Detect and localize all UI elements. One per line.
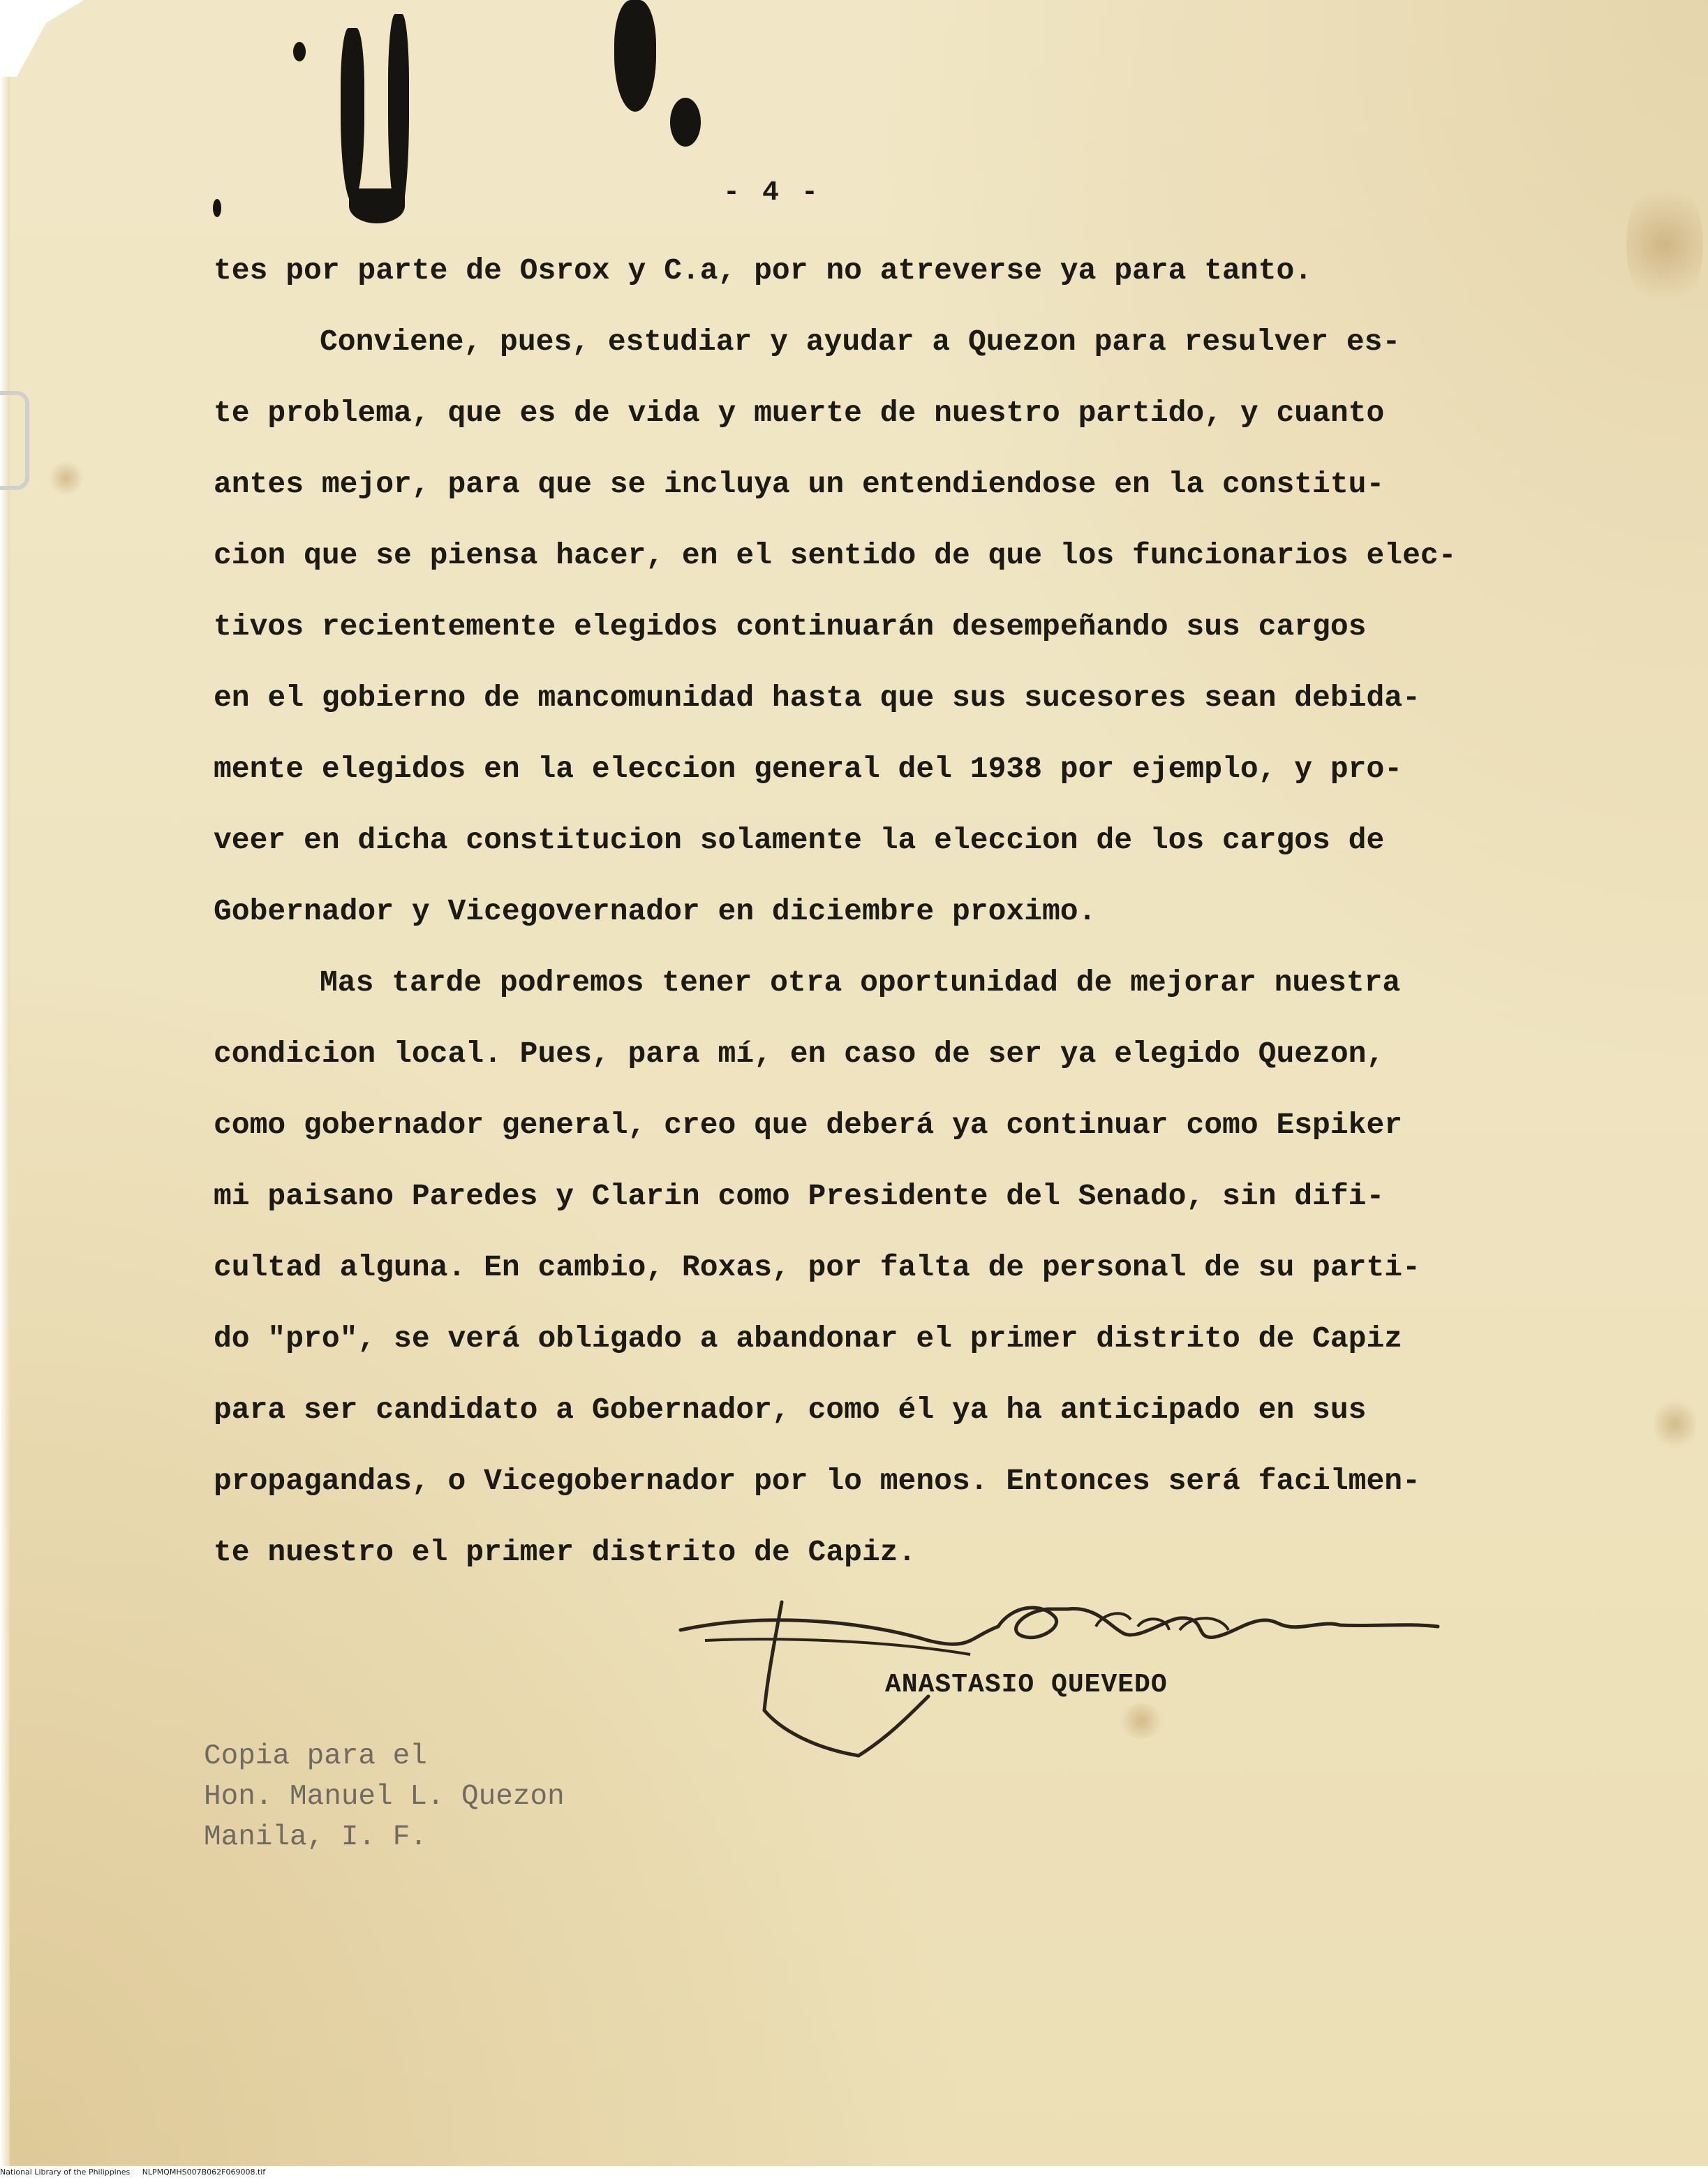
body-line: veer en dicha constitucion solamente la eleccion de los cargos de [214, 823, 1385, 857]
body-line: Gobernador y Vicegovernador en diciembre proximo. [214, 894, 1097, 928]
copy-recipient-line: Manila, I. F. [204, 1821, 427, 1853]
signer-name: ANASTASIO QUEVEDO [885, 1670, 1168, 1700]
ink-smudge [293, 42, 306, 61]
ink-smudge [670, 98, 701, 147]
body-line: mente elegidos en la eleccion general del 1938 por ejemplo, y pro- [214, 752, 1403, 786]
paper-stain [1626, 175, 1703, 314]
body-line: cultad alguna. En cambio, Roxas, por falta de personal de su parti- [214, 1250, 1420, 1284]
body-line: Conviene, pues, estudiar y ayudar a Quezon para resulver es- [320, 325, 1401, 359]
body-line: do "pro", se verá obligado a abandonar el primer distrito de Capiz [214, 1321, 1403, 1356]
ink-smudge [614, 0, 656, 112]
body-line: Mas tarde podremos tener otra oportunidad de mejorar nuestra [320, 965, 1401, 1000]
copy-recipient-line: Copia para el [204, 1740, 427, 1772]
body-line: en el gobierno de mancomunidad hasta que sus sucesores sean debida- [214, 681, 1420, 715]
body-line: te nuestro el primer distrito de Capiz. [214, 1535, 916, 1569]
paper-stain [1654, 1396, 1696, 1452]
torn-corner [0, 0, 84, 77]
ink-smudge [341, 28, 364, 202]
body-line: propagandas, o Vicegobernador por lo menos. Entonces será facilmen- [214, 1464, 1420, 1498]
body-line: cion que se piensa hacer, en el sentido de que los funcionarios elec- [214, 538, 1457, 572]
body-line: antes mejor, para que se incluya un entendiendose en la constitu- [214, 467, 1385, 501]
ink-smudge [349, 188, 405, 223]
scan-footer [0, 2166, 1708, 2178]
ink-smudge [213, 199, 221, 217]
body-line: mi paisano Paredes y Clarin como Presidente del Senado, sin difi- [214, 1179, 1385, 1213]
body-line: como gobernador general, creo que deberá ya continuar como Espiker [214, 1108, 1403, 1142]
paper-edge [0, 0, 10, 2178]
page-number: - 4 - [723, 177, 822, 209]
body-line: te problema, que es de vida y muerte de nuestro partido, y cuanto [214, 396, 1385, 430]
body-line: condicion local. Pues, para mí, en caso de ser ya elegido Quezon, [214, 1037, 1385, 1071]
body-line: tes por parte de Osrox y C.a, por no atreverse ya para tanto. [214, 253, 1313, 288]
copy-recipient-line: Hon. Manuel L. Quezon [204, 1781, 565, 1813]
footer-file-id: NLPMQMHS007B062F069008.tif [142, 2168, 266, 2177]
body-line: tivos recientemente elegidos continuarán desempeñando sus cargos [214, 609, 1367, 644]
paper-clip-mark [0, 391, 29, 490]
ink-smudge [388, 14, 409, 216]
footer-institution: National Library of the Philippines [0, 2168, 131, 2177]
paper-stain [49, 461, 84, 496]
body-line: para ser candidato a Gobernador, como él ya ha anticipado en sus [214, 1393, 1367, 1427]
